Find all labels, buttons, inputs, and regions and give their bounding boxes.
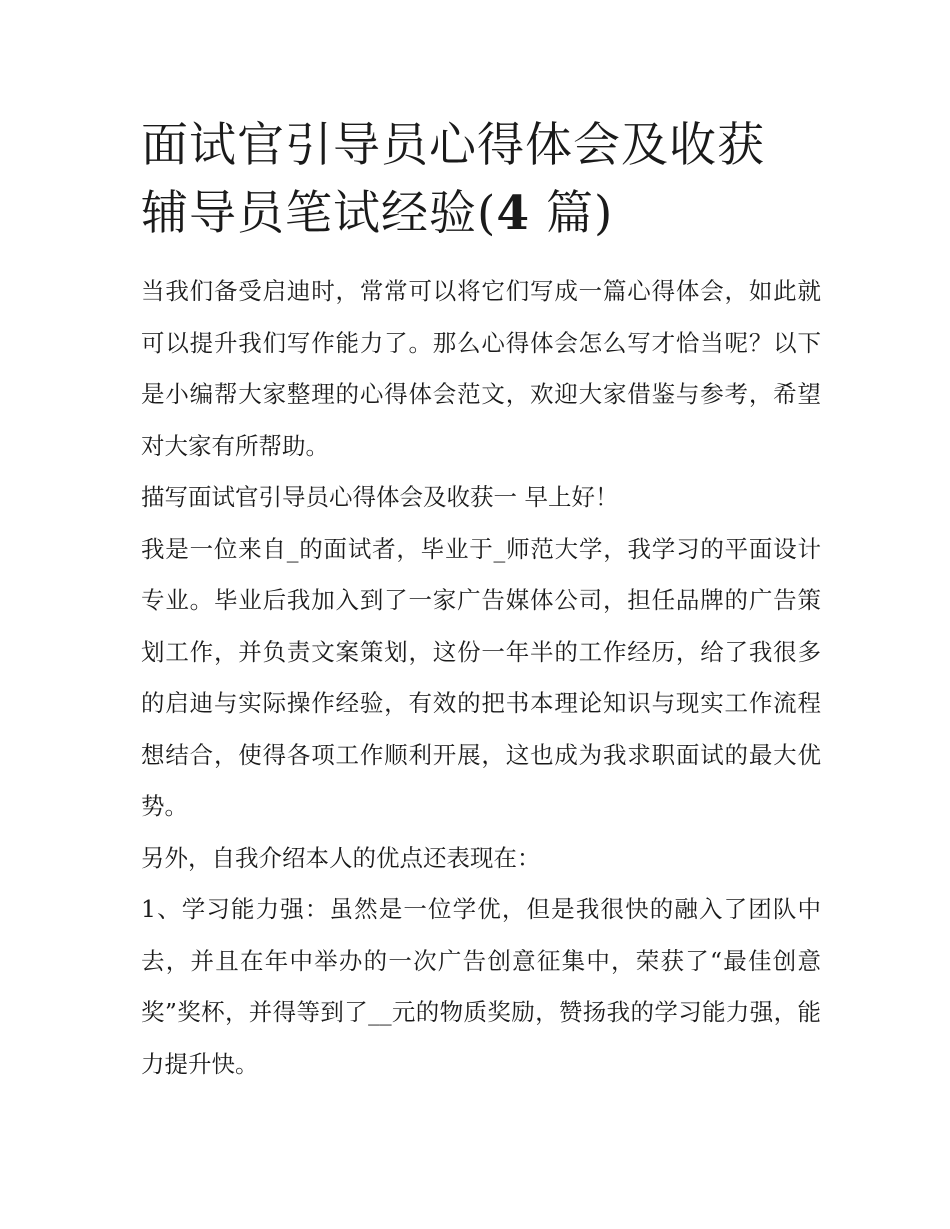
title-line-2-prefix: 辅导员笔试经验( bbox=[141, 186, 497, 241]
paragraph-strengths-intro: 另外，自我介绍本人的优点还表现在： bbox=[141, 843, 541, 872]
paragraph-intro: 当我们备受启迪时，常常可以将它们写成一篇心得体会，如此就可以提升我们写作能力了。那么心得体会怎么写才恰当呢？以下是小编帮大家整理的心得体会范文，欢迎大家借鉴与参考，希望对大家有所帮助。 bbox=[141, 277, 821, 460]
title-line-2-number: 4 bbox=[496, 186, 531, 241]
title-line-2 bbox=[141, 180, 821, 248]
paragraph-self-introduction: 我是一位来自_的面试者，毕业于_师范大学，我学习的平面设计专业。毕业后我加入到了一家广告媒体公司，担任品牌的广告策划工作，并负责文案策划，这份一年半的工作经历，给了我很多的启迪与实际操作经验，有效的把书本理论知识与现实工作流程想结合，使得各项工作顺利开展，这也成为我求职面试的最大优势。 bbox=[141, 534, 821, 820]
paragraph-section-heading: 描写面试官引导员心得体会及收获一 早上好！ bbox=[141, 483, 619, 511]
title-line-2-suffix: 篇) bbox=[530, 186, 614, 241]
document-page bbox=[141, 112, 821, 1090]
paragraph-strength-1: 1、学习能力强：虽然是一位学优，但是我很快的融入了团队中去，并且在年中举办的一次广告创意征集中，荣获了“最佳创意奖”奖杯，并得等到了__元的物质奖励，赞扬我的学习能力强，能力提升快。 bbox=[141, 895, 821, 1078]
title-line-1: 面试官引导员心得体会及收获 bbox=[141, 118, 765, 173]
document-title bbox=[141, 112, 821, 248]
document-body bbox=[141, 266, 821, 1090]
